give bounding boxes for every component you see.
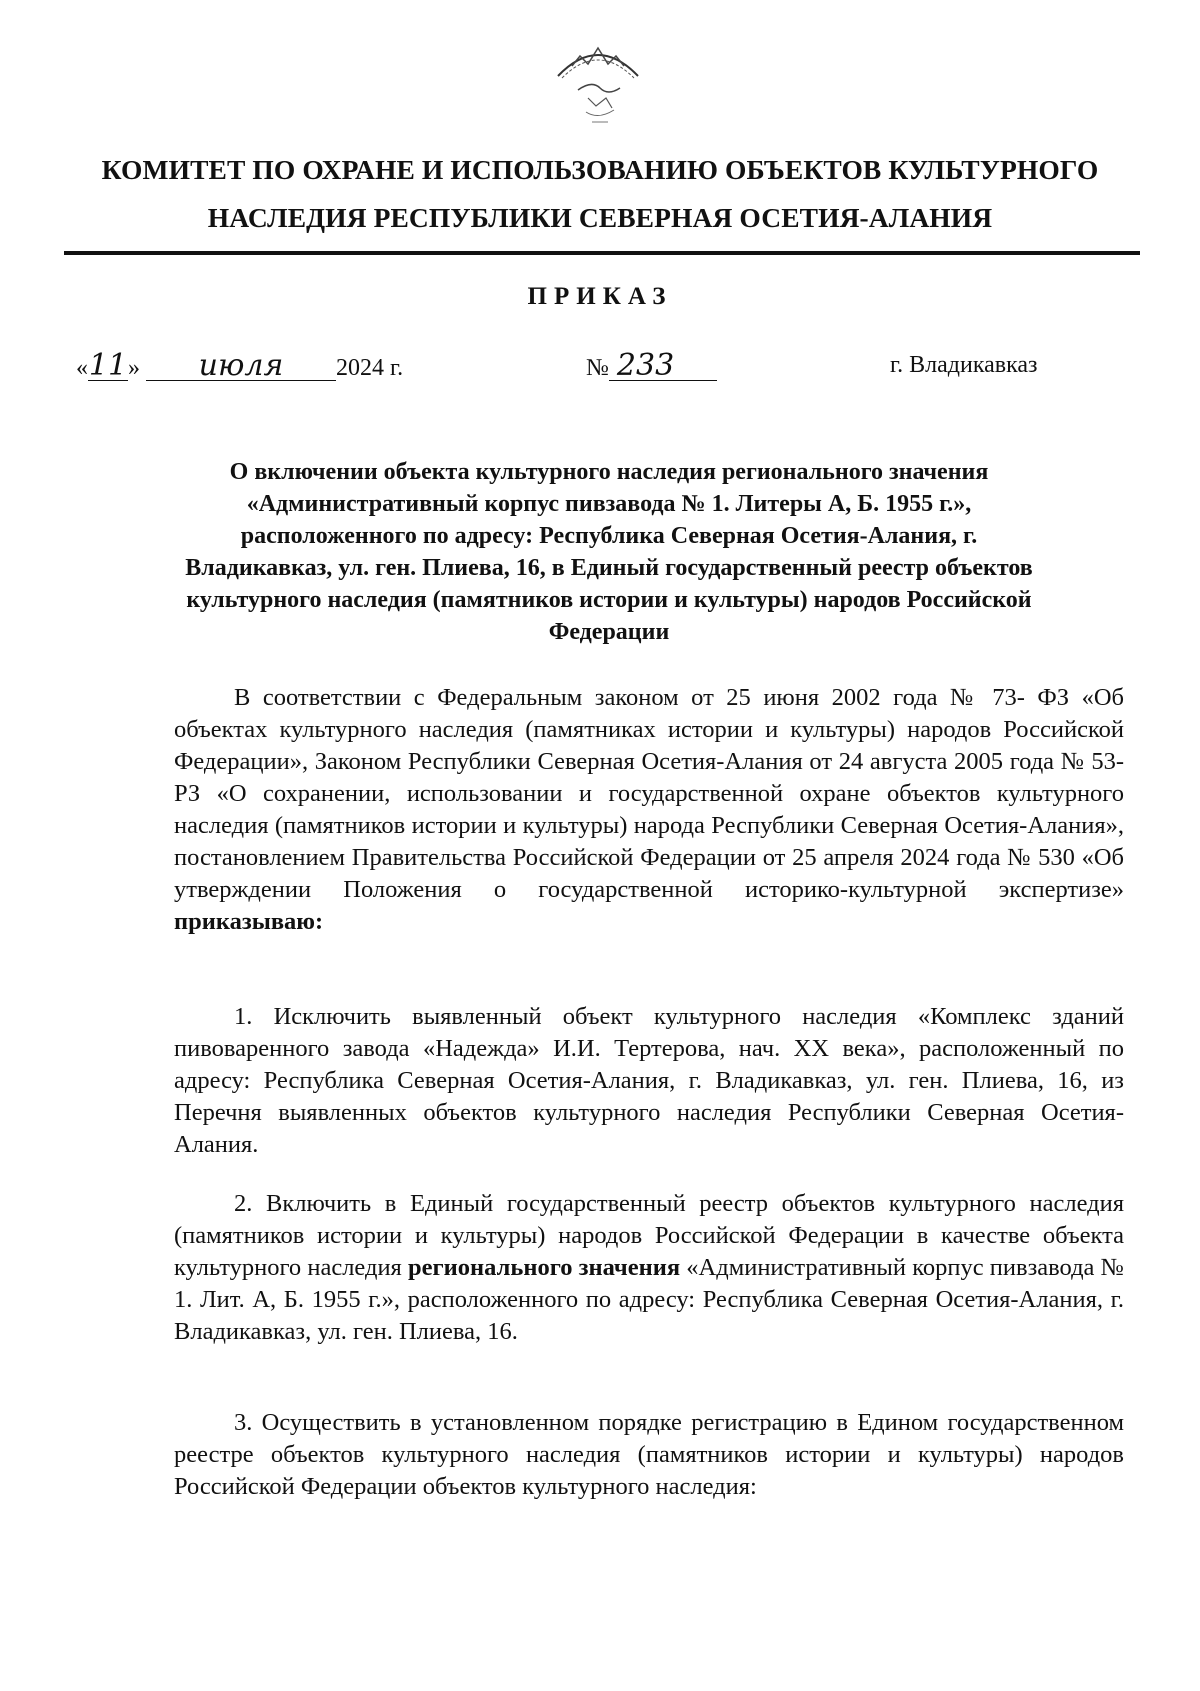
order-word: приказываю:	[174, 908, 324, 935]
number-value: 233	[609, 352, 717, 381]
document-city: г. Владикавказ	[890, 352, 1038, 378]
coat-of-arms-emblem	[548, 38, 648, 134]
date-month: июля	[146, 352, 336, 381]
organization-title-line-1: КОМИТЕТ ПО ОХРАНЕ И ИСПОЛЬЗОВАНИЮ ОБЪЕКТОВ КУЛЬТУРНОГО	[101, 154, 1099, 185]
number-label: №	[586, 355, 609, 381]
order-subject: О включении объекта культурного наследия регионального значения «Административный корпус пивзавода № 1. Литеры А, Б. 1955 г.», расположенного по адресу: Республика Северная Осетия-Алания, г. Владикавказ, ул. ген. Плиева, 16, в Единый государственный реестр объектов культурного наследия (памятников истории и культуры) народов Российской Федерации	[185, 459, 1033, 645]
document-date	[76, 348, 404, 383]
order-item-2	[174, 1188, 1124, 1348]
order-item-1: 1. Исключить выявленный объект культурного наследия «Комплекс зданий пивоваренного завода «Надежда» И.И. Тертерова, нач. XX века», расположенный по адресу: Республика Северная Осетия-Алания, г. Владикавказ, ул. ген. Плиева, 16, из Перечня выявленных объектов культурного наследия Республики Северная Осетия-Алания.	[174, 1003, 1124, 1158]
item-2-significance: регионального значения	[408, 1254, 681, 1281]
date-year: 2024 г.	[336, 355, 404, 381]
organization-title-line-2: НАСЛЕДИЯ РЕСПУБЛИКИ СЕВЕРНАЯ ОСЕТИЯ-АЛАНИЯ	[207, 202, 993, 233]
date-day: 11	[88, 348, 128, 383]
header-divider	[64, 251, 1140, 255]
order-item-3: 3. Осуществить в установленном порядке регистрацию в Едином государственном реестре объектов культурного наследия (памятников истории и культуры) народов Российской Федерации объектов культурного наследия:	[174, 1409, 1124, 1500]
item-2-text-after: «Административный корпус пивзавода № 1. Лит. А, Б. 1955 г.», расположенного по адресу: Республика Северная Осетия-Алания, г. Владикавказ, ул. ген. Плиева, 16.	[174, 1254, 1125, 1345]
document-type-title: ПРИКАЗ	[527, 283, 673, 310]
date-close-quote: »	[128, 355, 140, 381]
preamble-text: В соответствии с Федеральным законом от 25 июня 2002 года № 73- ФЗ «Об объектах культурного наследия (памятниках истории и культуры) народов Российской Федерации», Законом Республики Северная Осетия-Алания от 24 августа 2005 года № 53-РЗ «О сохранении, использовании и государственной охране объектов культурного наследия (памятников истории и культуры) народа Республики Северная Осетия-Алания», постановлением Правительства Российской Федерации от 25 апреля 2024 года № 530 «Об утверждении Положения о государственной историко-культурной экспертизе»	[174, 684, 1124, 903]
item-2-text-before: 2. Включить в Единый государственный реестр объектов культурного наследия (памятников истории и культуры) народов Российской Федерации в качестве объекта культурного наследия	[174, 1190, 1124, 1281]
document-number	[586, 348, 717, 383]
preamble-paragraph	[174, 682, 1124, 938]
date-open-quote: «	[76, 355, 88, 381]
